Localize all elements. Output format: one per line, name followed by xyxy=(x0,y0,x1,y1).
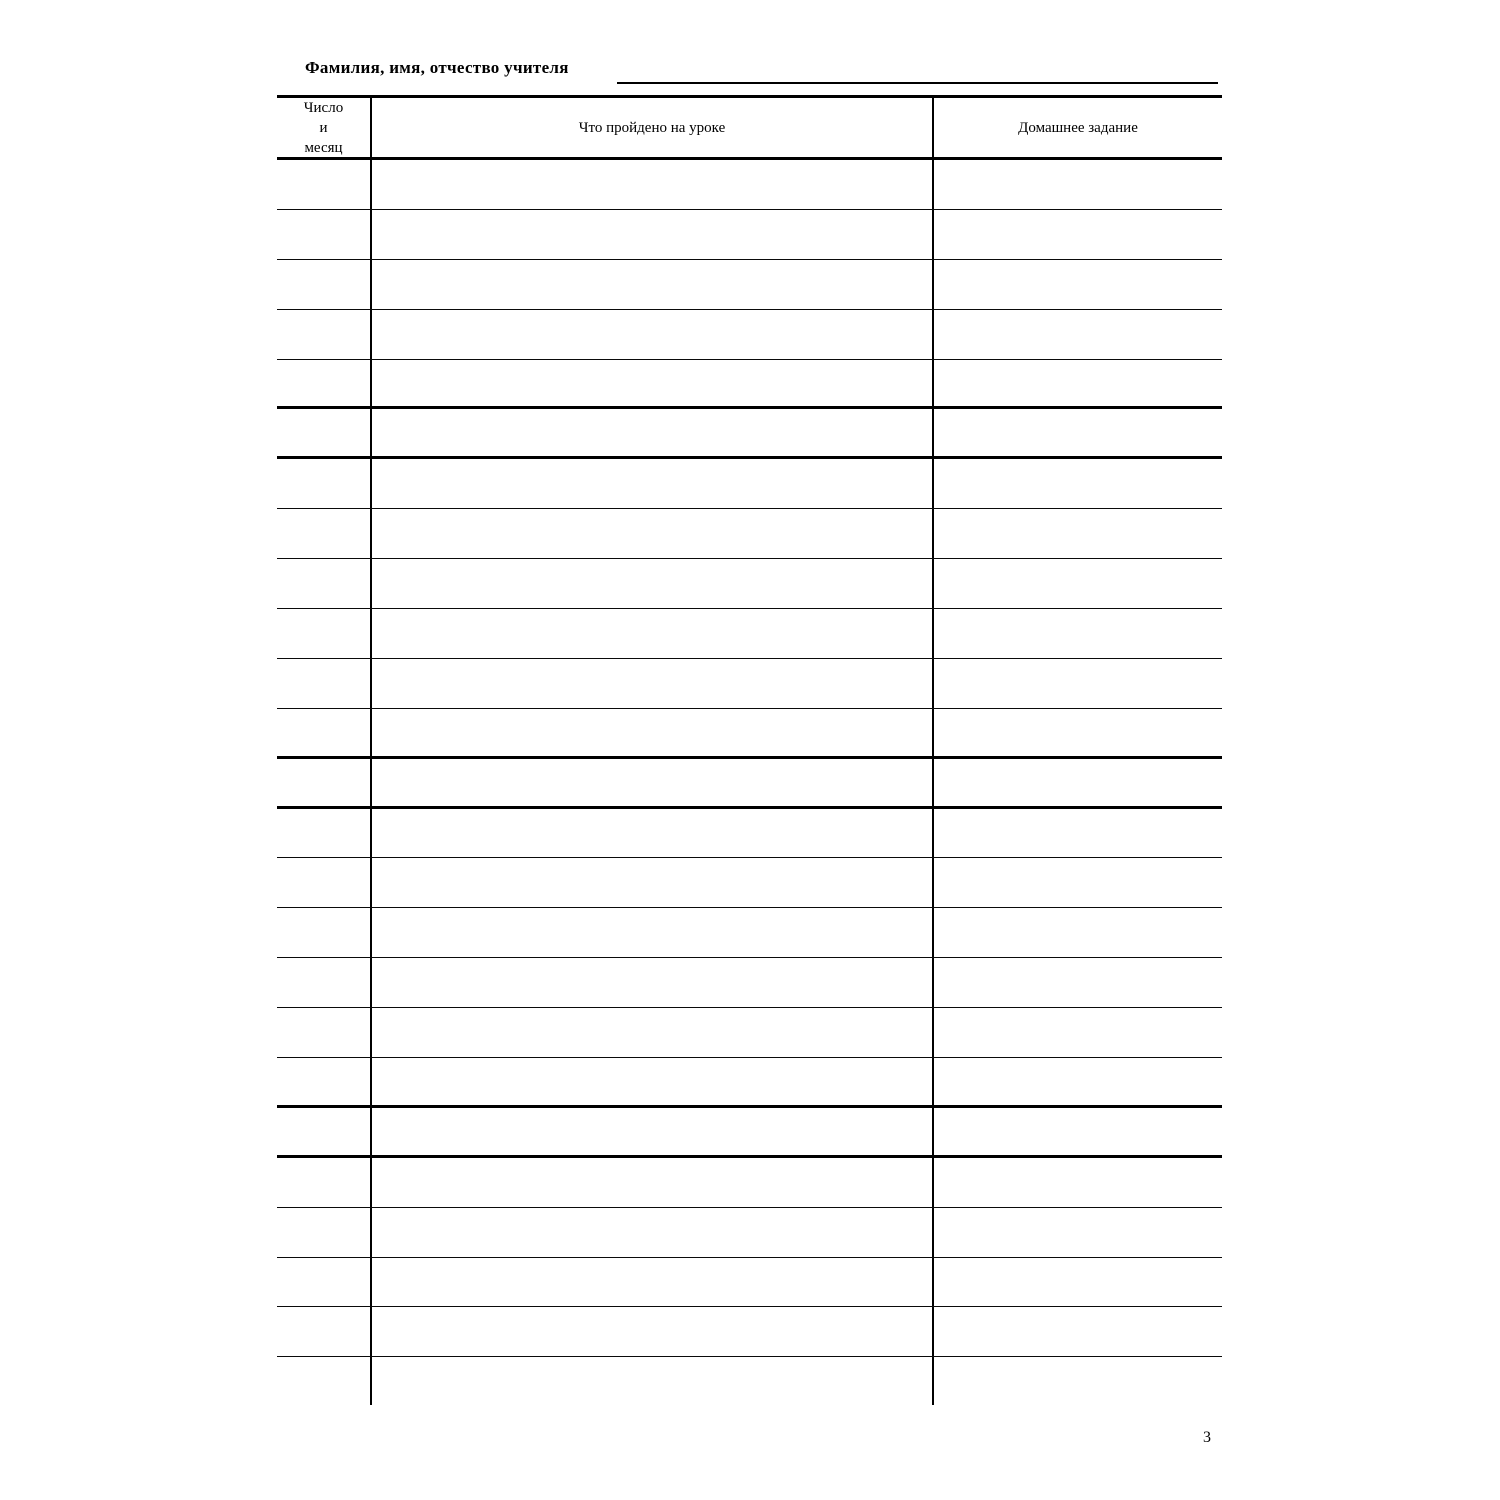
homework-cell xyxy=(934,759,1222,806)
lesson-cell xyxy=(372,958,934,1007)
date-cell xyxy=(277,609,372,658)
table-row xyxy=(277,409,1222,459)
table-row xyxy=(277,160,1222,210)
lesson-cell xyxy=(372,809,934,858)
lesson-cell xyxy=(372,908,934,957)
date-cell xyxy=(277,210,372,259)
homework-cell xyxy=(934,1208,1222,1257)
lesson-cell xyxy=(372,609,934,658)
homework-cell xyxy=(934,1058,1222,1105)
homework-cell xyxy=(934,858,1222,907)
homework-cell xyxy=(934,609,1222,658)
table-row xyxy=(277,360,1222,410)
homework-cell xyxy=(934,509,1222,558)
homework-cell xyxy=(934,1158,1222,1207)
homework-cell xyxy=(934,958,1222,1007)
homework-cell xyxy=(934,360,1222,407)
lesson-cell xyxy=(372,709,934,756)
teacher-name-blank-line xyxy=(617,82,1218,84)
date-cell xyxy=(277,160,372,209)
homework-cell xyxy=(934,1108,1222,1155)
table-row xyxy=(277,310,1222,360)
date-cell xyxy=(277,559,372,608)
table-body xyxy=(277,160,1222,1405)
column-header-lesson: Что пройдено на уроке xyxy=(372,98,934,157)
homework-cell xyxy=(934,1307,1222,1356)
lesson-cell xyxy=(372,1307,934,1356)
table-row xyxy=(277,1357,1222,1405)
homework-cell xyxy=(934,559,1222,608)
table-row xyxy=(277,709,1222,759)
homework-cell xyxy=(934,260,1222,309)
homework-cell xyxy=(934,459,1222,508)
table-row xyxy=(277,1008,1222,1058)
lesson-cell xyxy=(372,509,934,558)
date-cell xyxy=(277,1158,372,1207)
date-cell xyxy=(277,809,372,858)
column-header-date-line2: и xyxy=(319,119,328,136)
table-row xyxy=(277,609,1222,659)
date-cell xyxy=(277,459,372,508)
lesson-record-table xyxy=(277,95,1222,1405)
date-cell xyxy=(277,659,372,708)
date-cell xyxy=(277,709,372,756)
lesson-cell xyxy=(372,1258,934,1307)
homework-cell xyxy=(934,908,1222,957)
table-row xyxy=(277,809,1222,859)
date-cell xyxy=(277,1108,372,1155)
table-header-row xyxy=(277,98,1222,160)
lesson-cell xyxy=(372,160,934,209)
column-header-homework: Домашнее задание xyxy=(1018,119,1138,136)
lesson-cell xyxy=(372,360,934,407)
table-row xyxy=(277,459,1222,509)
table-row xyxy=(277,260,1222,310)
teacher-name-row xyxy=(305,58,1218,84)
homework-cell xyxy=(934,809,1222,858)
lesson-cell xyxy=(372,858,934,907)
lesson-cell xyxy=(372,759,934,806)
lesson-cell xyxy=(372,1108,934,1155)
homework-cell xyxy=(934,409,1222,456)
lesson-cell xyxy=(372,260,934,309)
lesson-cell xyxy=(372,1058,934,1105)
column-header-date-line3: месяц xyxy=(304,139,343,156)
table-row xyxy=(277,908,1222,958)
homework-cell xyxy=(934,310,1222,359)
lesson-cell xyxy=(372,459,934,508)
date-cell xyxy=(277,908,372,957)
table-row xyxy=(277,210,1222,260)
column-header-date-line1: Число xyxy=(303,99,344,116)
homework-cell xyxy=(934,1357,1222,1405)
table-row xyxy=(277,1158,1222,1208)
lesson-cell xyxy=(372,1208,934,1257)
table-row xyxy=(277,958,1222,1008)
date-cell xyxy=(277,1258,372,1307)
table-row xyxy=(277,659,1222,709)
lesson-cell xyxy=(372,210,934,259)
homework-cell xyxy=(934,1258,1222,1307)
date-cell xyxy=(277,360,372,407)
date-cell xyxy=(277,1008,372,1057)
table-row xyxy=(277,1307,1222,1357)
lesson-cell xyxy=(372,1357,934,1405)
lesson-cell xyxy=(372,659,934,708)
table-row xyxy=(277,1058,1222,1108)
homework-cell xyxy=(934,160,1222,209)
lesson-cell xyxy=(372,409,934,456)
date-cell xyxy=(277,1307,372,1356)
table-row xyxy=(277,1108,1222,1158)
table-row xyxy=(277,1208,1222,1258)
homework-cell xyxy=(934,1008,1222,1057)
date-cell xyxy=(277,958,372,1007)
homework-cell xyxy=(934,210,1222,259)
page-number: 3 xyxy=(1203,1429,1211,1446)
date-cell xyxy=(277,1357,372,1405)
date-cell xyxy=(277,310,372,359)
teacher-name-label: Фамилия, имя, отчество учителя xyxy=(305,58,569,77)
date-cell xyxy=(277,260,372,309)
column-header-date xyxy=(277,98,372,157)
homework-cell xyxy=(934,659,1222,708)
date-cell xyxy=(277,858,372,907)
date-cell xyxy=(277,759,372,806)
date-cell xyxy=(277,509,372,558)
lesson-cell xyxy=(372,1008,934,1057)
table-row xyxy=(277,759,1222,809)
homework-cell xyxy=(934,709,1222,756)
lesson-cell xyxy=(372,310,934,359)
date-cell xyxy=(277,1058,372,1105)
lesson-cell xyxy=(372,559,934,608)
table-row xyxy=(277,858,1222,908)
table-row xyxy=(277,509,1222,559)
date-cell xyxy=(277,409,372,456)
table-row xyxy=(277,1258,1222,1308)
table-row xyxy=(277,559,1222,609)
date-cell xyxy=(277,1208,372,1257)
lesson-cell xyxy=(372,1158,934,1207)
